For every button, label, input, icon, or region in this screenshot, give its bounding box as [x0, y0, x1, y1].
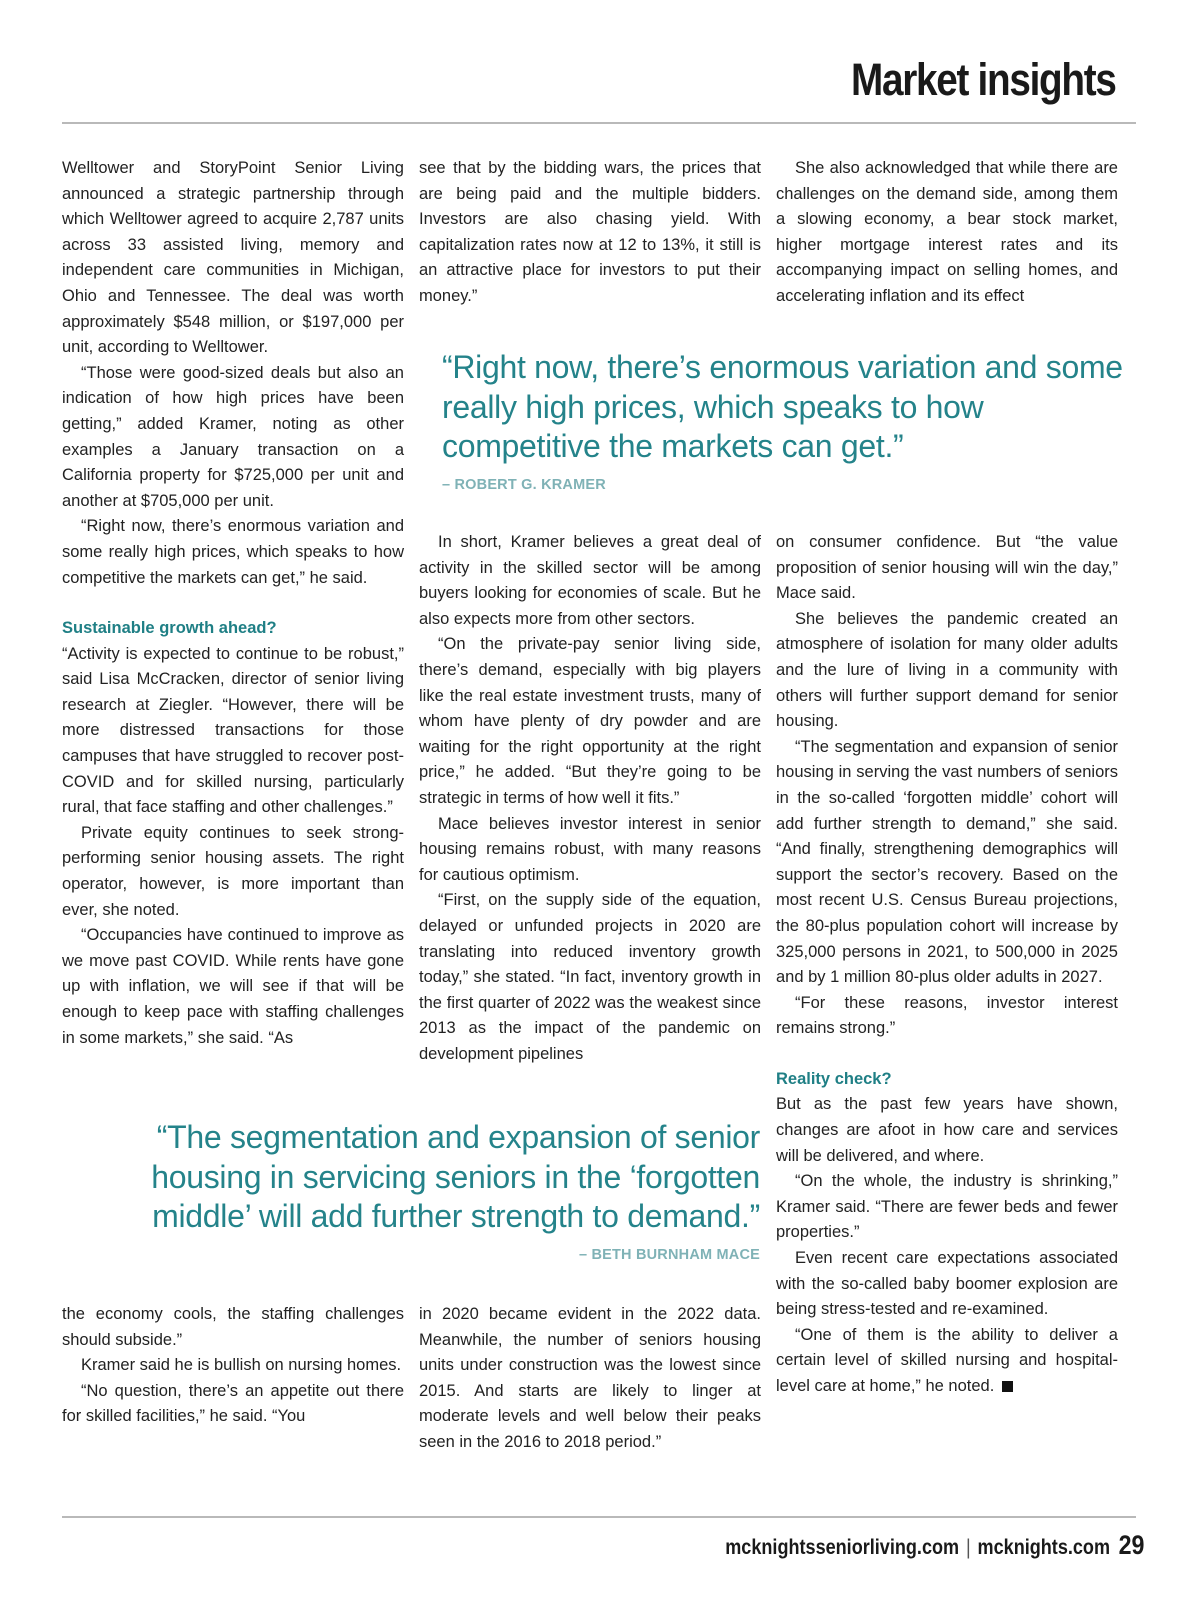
footer-separator: | [965, 1536, 971, 1559]
paragraph-final [776, 1323, 1118, 1400]
paragraph: “First, on the supply side of the equation, delayed or unfunded projects in 2020 are translating into reduced inventory growth today,” she stated. “In fact, inventory growth in the first quarter of 2022 was the weakest since 2013 as the impact of the pandemic on development pipelines [419, 891, 761, 1063]
column-1-upper [62, 156, 404, 1051]
paragraph: She believes the pandemic created an atmosphere of isolation for many older adults and the lure of living in a community with others will further support demand for senior housing. [776, 609, 1118, 731]
column-1-bottom [62, 1302, 404, 1430]
paragraph: in 2020 became evident in the 2022 data. Meanwhile, the number of seniors housing units under construction was the lowest since 2015. And starts are likely to linger at moderate levels and well below their peaks seen in the 2016 to 2018 period.” [419, 1305, 761, 1451]
footer-site-link[interactable]: mcknightsseniorliving.com [724, 1536, 959, 1559]
column-3-lower [776, 530, 1118, 1400]
paragraph: “Right now, there’s enormous variation and some really high prices, which speaks to how competitive the markets can get,” he said. [62, 517, 404, 587]
footer-site-link[interactable]: mcknights.com [977, 1536, 1110, 1559]
column-2-top [419, 156, 761, 310]
column-3-top [776, 156, 1118, 310]
pull-quote-kramer [442, 348, 1142, 493]
column-2-middle [419, 530, 761, 1067]
pull-quote-mace [100, 1118, 760, 1263]
paragraph: “For these reasons, investor interest remains strong.” [776, 993, 1118, 1038]
section-title: Market insights [851, 54, 1116, 105]
pull-quote-text: “The segmentation and expansion of senior housing in servicing seniors in the ‘forgotten middle’ will add further strength to demand.” [151, 1119, 760, 1234]
pull-quote-attribution: – BETH BURNHAM MACE [578, 1246, 760, 1263]
paragraph: on consumer confidence. But “the value proposition of senior housing will win the day,” Mace said. [776, 533, 1118, 603]
paragraph: But as the past few years have shown, changes are afoot in how care and services will be delivered, and where. [776, 1095, 1118, 1165]
pull-quote-text: “Right now, there’s enormous variation and some really high prices, which speaks to how competitive the markets can get.” [442, 349, 1123, 464]
paragraph: “No question, there’s an appetite out there for skilled facilities,” he said. “You [62, 1381, 404, 1426]
paragraph: “On the private-pay senior living side, there’s demand, especially with big players like the real estate investment trusts, many of whom have plenty of dry powder and are waiting for the right opportunity at the right price,” he added. “But they’re going to be strategic in terms of how well it fits.” [419, 635, 761, 807]
pull-quote-attribution: – ROBERT G. KRAMER [442, 476, 606, 493]
end-mark-icon [1002, 1381, 1013, 1392]
subheading-reality-check: Reality check? [776, 1069, 892, 1088]
bottom-divider [62, 1516, 1136, 1518]
paragraph: “Those were good-sized deals but also an indication of how high prices have been getting,” added Kramer, noting as other examples a January transaction on a California property for $725,000 per unit and another at $705,000 per unit. [62, 363, 404, 510]
paragraph-text: “One of them is the ability to deliver a certain level of skilled nursing and hospital-level care at home,” he noted. [776, 1325, 1118, 1395]
paragraph: the economy cools, the staffing challenges should subside.” [62, 1305, 404, 1349]
paragraph: “Activity is expected to continue to be robust,” said Lisa McCracken, director of senior living research at Ziegler. “However, there will be more distressed transactions for those campuses that have struggled to recover post-COVID and for skilled nursing, particularly rural, that face staffing and other challenges.” [62, 644, 404, 817]
paragraph: She also acknowledged that while there are challenges on the demand side, among them a slowing economy, a bear stock market, higher mortgage interest rates and its accompanying impact on selling homes, and accelerating inflation and its effect [776, 159, 1118, 305]
page-footer [725, 1530, 1144, 1561]
paragraph: “On the whole, the industry is shrinking,” Kramer said. “There are fewer beds and fewer properties.” [776, 1172, 1118, 1242]
top-divider [62, 122, 1136, 124]
paragraph: Even recent care expectations associated with the so-called baby boomer explosion are being stress-tested and re-examined. [776, 1249, 1118, 1319]
subheading-sustainable-growth: Sustainable growth ahead? [62, 619, 277, 638]
paragraph: “Occupancies have continued to improve as we move past COVID. While rents have gone up with inflation, we will see if that will be enough to keep pace with staffing challenges in some markets,” she said. “As [62, 926, 404, 1047]
page-number: 29 [1118, 1530, 1144, 1560]
paragraph: Mace believes investor interest in senior housing remains robust, with many reasons for cautious optimism. [419, 814, 761, 884]
paragraph: In short, Kramer believes a great deal of activity in the skilled sector will be among buyers looking for economies of scale. But he also expects more from other sectors. [419, 533, 761, 628]
paragraph: Kramer said he is bullish on nursing homes. [81, 1356, 402, 1375]
paragraph: see that by the bidding wars, the prices that are being paid and the multiple bidders. Investors are also chasing yield. With capitalization rates now at 12 to 13%, it still is an attractive place for investors to put their money.” [419, 159, 761, 305]
paragraph: Welltower and StoryPoint Senior Living announced a strategic partnership through which Welltower agreed to acquire 2,787 units across 33 assisted living, memory and independent care communities in Michigan, Ohio and Tennessee. The deal was worth approximately $548 million, or $197,000 per unit, according to Welltower. [62, 159, 404, 357]
column-2-bottom [419, 1302, 761, 1456]
paragraph: “The segmentation and expansion of senior housing in serving the vast numbers of seniors in the so-called ‘forgotten middle’ cohort will add further strength to demand,” she said. “And finally, strengthening demographics will support the sector’s recovery. Based on the most recent U.S. Census Bureau projections, the 80-plus population cohort will increase by 325,000 persons in 2021, to 500,000 in 2025 and by 1 million 80-plus older adults in 2027. [776, 737, 1118, 987]
paragraph: Private equity continues to seek strong-performing senior housing assets. The right operator, however, is more important than ever, she noted. [62, 823, 404, 919]
